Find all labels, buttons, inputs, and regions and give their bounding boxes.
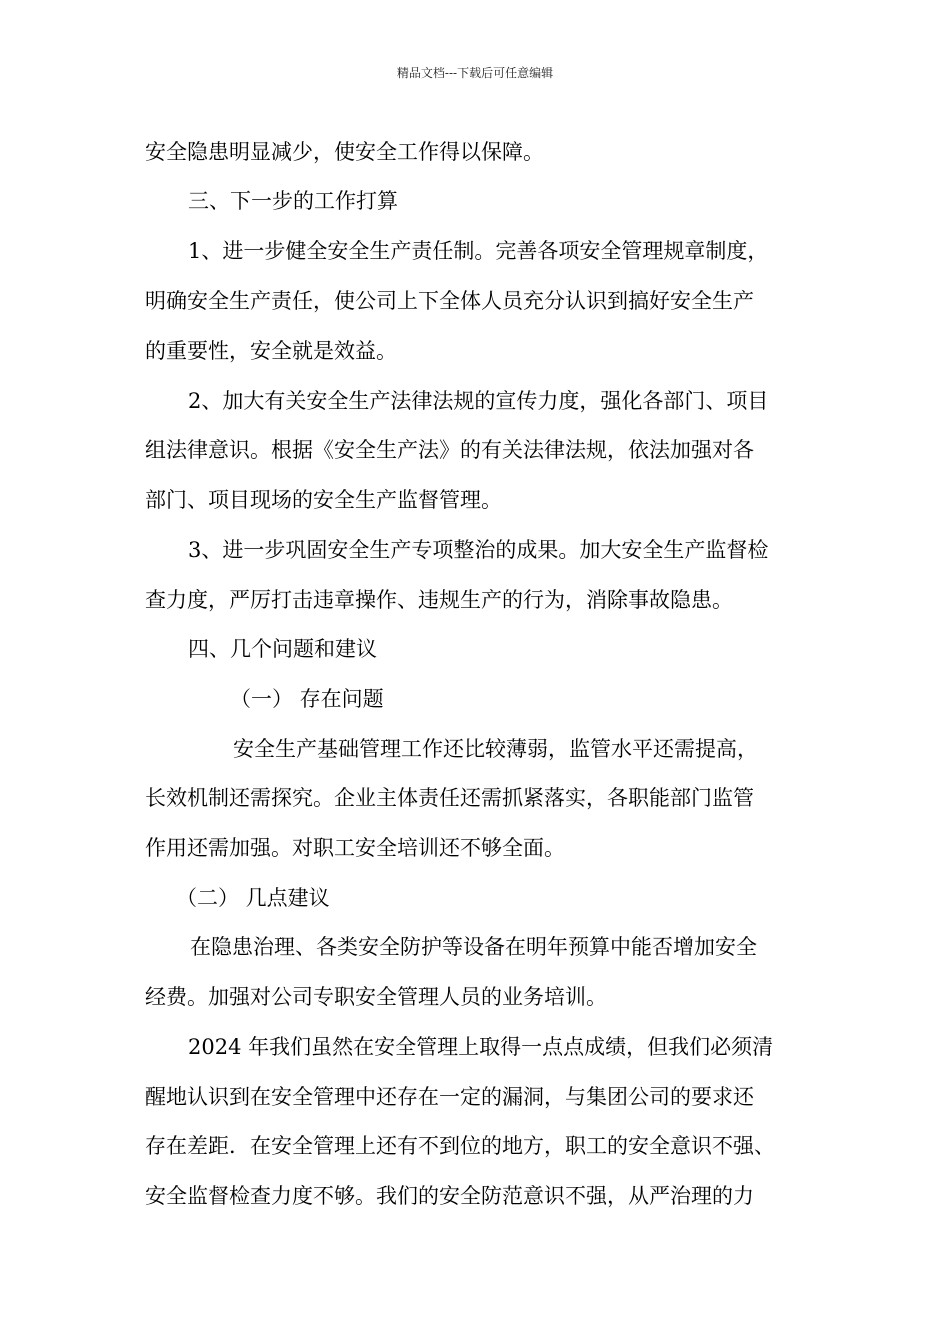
text-line: 作用还需加强。对职工安全培训还不够全面。: [145, 836, 565, 860]
text-line: 经费。加强对公司专职安全管理人员的业务培训。: [145, 985, 607, 1009]
text-line: 安全生产基础管理工作还比较薄弱，监管水平还需提高，: [233, 737, 758, 761]
text-line: 在隐患治理、各类安全防护等设备在明年预算中能否增加安全: [190, 935, 757, 959]
text-line: 安全隐患明显减少，使安全工作得以保障。: [145, 140, 544, 164]
text-line: 长效机制还需探究。企业主体责任还需抓紧落实，各职能部门监管: [145, 786, 754, 810]
section-heading: 三、下一步的工作打算: [188, 189, 398, 213]
subsection-heading: （一） 存在问题: [230, 687, 384, 711]
text-line: 3、进一步巩固安全生产专项整治的成果。加大安全生产监督检: [188, 538, 769, 562]
subsection-heading: （二） 几点建议: [176, 886, 330, 910]
page-header: 精品文档---下载后可任意编辑: [396, 66, 554, 80]
text-line: 1、进一步健全安全生产责任制。完善各项安全管理规章制度，: [188, 239, 769, 263]
text-line: 组法律意识。根据《安全生产法》的有关法律法规，依法加强对各: [145, 438, 754, 462]
text-line: 安全监督检查力度不够。我们的安全防范意识不强，从严治理的力: [145, 1184, 754, 1208]
text-line: 存在差距．在安全管理上还有不到位的地方，职工的安全意识不强、: [145, 1134, 775, 1158]
text-line: 明确安全生产责任，使公司上下全体人员充分认识到搞好安全生产: [145, 289, 754, 313]
text-line: 2、加大有关安全生产法律法规的宣传力度，强化各部门、项目: [188, 389, 769, 413]
text-line: 查力度，严厉打击违章操作、违规生产的行为，消除事故隐患。: [145, 588, 733, 612]
text-line: 醒地认识到在安全管理中还存在一定的漏洞，与集团公司的要求还: [145, 1085, 754, 1109]
text-line: 部门、项目现场的安全生产监督管理。: [145, 488, 502, 512]
text-line: 的重要性，安全就是效益。: [145, 339, 397, 363]
section-heading: 四、几个问题和建议: [188, 637, 377, 661]
text-line: 2024 年我们虽然在安全管理上取得一点点成绩，但我们必须清: [188, 1035, 774, 1059]
